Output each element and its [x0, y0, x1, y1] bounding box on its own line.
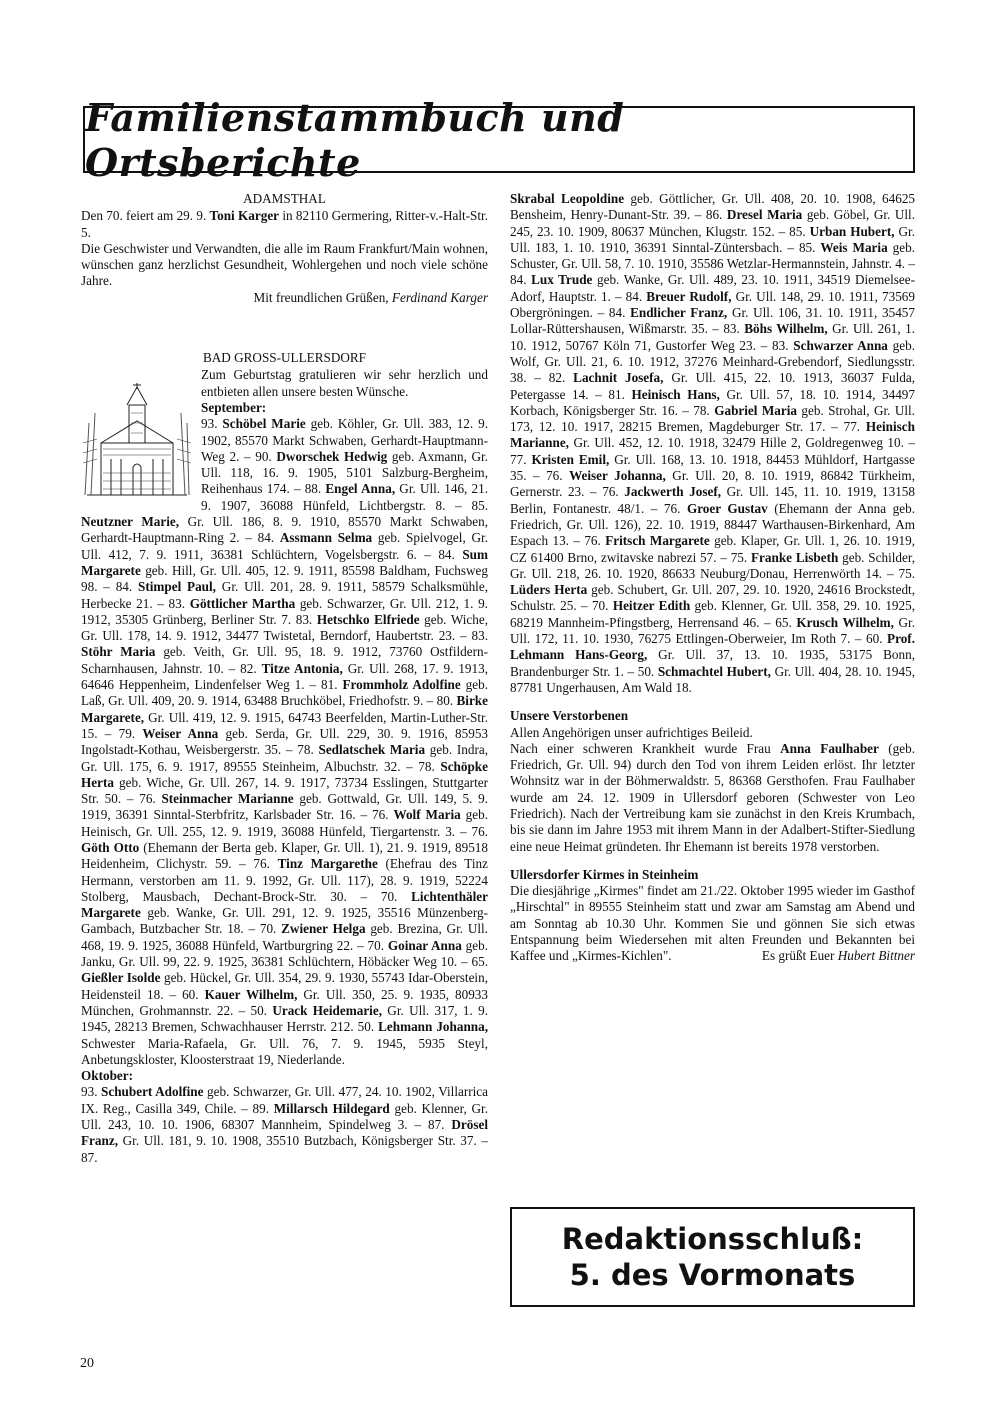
birthday-entry: Wolf Maria geb. Heinisch, Gr. Ull. 255, 12. 9. 1919, 36088 Hünfeld, Tiergartenstr. 3. – 76. [81, 807, 488, 839]
birthday-entry: Endlicher Franz, Gr. Ull. 106, 31. 10. 1911, 35457 Lollar-Rüttershausen, Wißmarstr. 35. – 83. [510, 305, 915, 337]
birthday-entry: Prof. Lehmann Hans-Georg, Gr. Ull. 37, 13. 10. 1935, 53175 Bonn, Brandenburger Str. 1. – 50. [510, 631, 915, 679]
birthday-entry: Gießler Isolde geb. Hückel, Gr. Ull. 354, 29. 9. 1930, 55743 Idar-Oberstein, Heidensteil 18. – 60. [81, 970, 488, 1002]
birthday-entry: Heinisch Hans, Gr. Ull. 57, 18. 10. 1914, 34497 Korbach, Königsberger Str. 16. – 78. [510, 386, 915, 418]
birthday-entry: Heinisch Marianne, Gr. Ull. 452, 12. 10. 1918, 32479 Hille 2, Goldregenweg 10. – 77. [510, 419, 915, 467]
birthday-entry: Lehmann Johanna, Schwester Maria-Rafaela, Gr. Ull. 76, 7. 9. 1945, 5935 Steyl, Anbetungskloster, Kloosterstraat 19, Niederlande. [81, 1019, 489, 1067]
birthday-entry: Gabriel Maria geb. Strohal, Gr. Ull. 173, 12. 10. 1917, 28215 Bremen, Magdeburger Str. 17. – 77. [510, 402, 915, 435]
birthday-entry: Schöpke Herta geb. Wiche, Gr. Ull. 267, 14. 9. 1917, 73734 Esslingen, Stuttgarter Str. 50. – 76. [81, 758, 488, 807]
bgu-intro: Zum Geburtstag gratulieren wir sehr herzlich und entbieten allen unsere besten Wünsche. [201, 367, 488, 399]
kirmes-heading: Ullersdorfer Kirmes in Steinheim [510, 866, 699, 882]
birthday-entry: Skrabal Leopoldine geb. Göttlicher, Gr. Ull. 408, 20. 10. 1908, 64625 Bensheim, Henry-Dunant-Str. 39. – 86. [510, 191, 916, 223]
redaktionsschluss-line-1: Redaktionsschluß: [561, 1222, 864, 1256]
birthday-entry: Frommholz Adolfine geb. Laß, Gr. Ull. 409, 20. 9. 1914, 63488 Bruchköbel, Friedhofstr. 9. – 80. [81, 677, 488, 709]
page-number: 20 [80, 1356, 94, 1371]
kirmes-paragraph: Die diesjährige „Kirmes" findet am 21./22. Oktober 1995 wieder im Gasthof „Hirschtal" in 89555 Steinheim statt und zwar am Samstag am Abend und am Sonntag ab 10.30 Uhr. Kommen Sie und gönnen Sie sich etwas Entspannung beim Wiedersehen mit alten Freunden und Bekannten bei Kaffee und „Kirmes-Kichlen". Es grüßt Euer Hubert Bittner [510, 883, 915, 964]
birthday-entry: Stimpel Paul, Gr. Ull. 201, 28. 9. 1911, 58579 Schalksmühle, Herbecke 21. – 83. [81, 579, 488, 611]
birthday-entry: Dresel Maria geb. Göbel, Gr. Ull. 245, 23. 10. 1909, 80637 München, Klugstr. 152. – 85. [510, 207, 916, 239]
birthday-entry: Birke Margarete, Gr. Ull. 419, 12. 9. 1915, 64743 Beerfelden, Martin-Luther-Str. 15. – 79. [81, 693, 488, 741]
birthday-entry: Fritsch Margarete geb. Klaper, Gr. Ull. 1, 26. 10. 1919, CZ 61400 Brno, zwitavske nabrezi 57. – 75. [510, 533, 915, 565]
birthday-entry: Böhs Wilhelm, Gr. Ull. 261, 1. 10. 1912, 50767 Köln 71, Gustorfer Weg 23. – 83. [510, 321, 915, 353]
birthday-entry: Lichtenthäler Margarete geb. Wanke, Gr. Ull. 291, 12. 9. 1925, 35516 Münzenberg-Gambach, Butzbacher Str. 18. – 70. [81, 888, 488, 937]
adamsthal-signoff: Mit freundlichen Grüßen, Ferdinand Karger [253, 289, 488, 305]
header-banner [83, 94, 915, 185]
birthday-entry: Urban Hubert, Gr. Ull. 183, 1. 10. 1910, 36391 Sinntal-Züntersbach. – 85. [510, 223, 915, 255]
birthday-entry: Göth Otto (Ehemann der Berta geb. Klaper, Gr. Ull. 1), 21. 9. 1919, 89518 Heidenheim, Clichystr. 59. – 76. [81, 839, 488, 872]
birthday-entry: Drösel Franz, Gr. Ull. 181, 9. 10. 1908, 35510 Butzbach, Königsberger Str. 37. – 87. [81, 1117, 488, 1165]
birthday-entry: Titze Antonia, Gr. Ull. 268, 17. 9. 1913, 64646 Heppenheim, Lindenfelser Weg 1. – 81. [81, 660, 488, 693]
birthday-entry: Schwarzer Anna geb. Wolf, Gr. Ull. 21, 6. 10. 1912, 37276 Meinhard-Grebendorf, Siedlungsstr. 38. – 82. [510, 337, 916, 386]
birthday-entry: 93. Schubert Adolfine geb. Schwarzer, Gr. Ull. 477, 24. 10. 1902, Villarrica IX. Reg., Casilla 349, Chile. – 89. [81, 1084, 488, 1116]
birthday-entry: Tinz Margarethe (Ehefrau des Tinz Hermann, verstorben am 11. 9. 1992, Gr. Ull. 117), 28. 9. 1919, 52224 Stolberg, Mausbach, Dechant-Brock-Str. 30. – 70. [81, 856, 488, 904]
verstorben-heading: Unsere Verstorbenen [510, 708, 629, 724]
birthday-entry: Groer Gustav (Ehemann der Anna geb. Friedrich, Gr. Ull. 126), 22. 10. 1919, 88447 Warthausen-Birkenhard, Am Espach 13. – 76. [510, 500, 915, 549]
birthday-entry: Lachnit Josefa, Gr. Ull. 415, 22. 10. 1913, 36037 Fulda, Petergasse 14. – 81. [510, 370, 916, 402]
birthday-entry: Zwiener Helga geb. Brezina, Gr. Ull. 468, 19. 9. 1925, 36088 Hünfeld, Wartburgring 22. – 70. [81, 921, 488, 953]
birthday-entry: Krusch Wilhelm, Gr. Ull. 172, 11. 10. 1930, 76275 Ettlingen-Oberweier, Im Roth 7. – 60. [510, 614, 915, 647]
birthday-entry: Hetschko Elfriede geb. Wiche, Gr. Ull. 178, 14. 9. 1912, 34477 Twistetal, Berndorf, Haubertstr. 23. – 83. [81, 611, 488, 644]
birthday-entry: Jackwerth Josef, Gr. Ull. 145, 11. 10. 1919, 13158 Berlin, Fontanestr. 48/1. – 76. [510, 484, 915, 516]
birthday-entry: Weiser Johanna, Gr. Ull. 20, 8. 10. 1919, 86842 Türkheim, Gernerstr. 23. – 76. [510, 468, 915, 500]
birthday-entry: Lux Trude geb. Wanke, Gr. Ull. 489, 23. 10. 1911, 34519 Diemelsee-Adorf, Hauptstr. 1. – 84. [510, 272, 916, 304]
verstorben-paragraph: Nach einer schweren Krankheit wurde Frau Anna Faulhaber (geb. Friedrich, Gr. Ull. 94) durch den Tod von ihrem Leiden erlöst. Ihr letzter Wohnsitz war in der Böhmerwaldstr. 5, 86368 Gersthofen. Frau Faulhaber wurde am 24. 12. 1909 in Ullersdorf geboren (Schwester von Leo Friedrich). Nach der Vertreibung kam sie zunächst in den Kreis Krumbach, bis sie dann im Jahre 1953 mit ihrem Mann in der Adalbert-Stifter-Siedlung eine neue Heimat gründeten. Ihr Ehemann ist bereits 1978 verstorben. [510, 740, 915, 854]
birthday-entry: Goinar Anna geb. Janku, Gr. Ull. 99, 22. 9. 1925, 36381 Schlüchtern, Höbäcker Weg 10. – 65. [81, 937, 488, 970]
september-list [81, 416, 488, 1068]
birthday-entry: Weis Maria geb. Schuster, Gr. Ull. 58, 7. 10. 1910, 35586 Wetzlar-Hermannstein, Jahnstr. 4. – 84. [510, 239, 915, 288]
adamsthal-paragraph-2: Die Geschwister und Verwandten, die alle im Raum Frankfurt/Main wohnen, wünschen ganz herzlichst Gesundheit, Wohlergehen und noch viele schöne Jahre. [81, 240, 488, 289]
birthday-entry: 93. Schöbel Marie geb. Köhler, Gr. Ull. 383, 12. 9. 1902, 85570 Markt Schwaben, Gerhardt-Hauptmann-Weg 2. – 90. [201, 416, 489, 464]
birthday-entry: Heitzer Edith geb. Klenner, Gr. Ull. 358, 29. 10. 1925, 68219 Mannheim-Pfingstberg, Herrensand 46. – 65. [510, 598, 916, 630]
church-illustration [81, 383, 193, 501]
september-label: September: [201, 399, 267, 415]
bgu-heading: BAD GROSS-ULLERSDORF [202, 350, 367, 366]
birthday-entry: Urack Heidemarie, Gr. Ull. 317, 1. 9. 1945, 28213 Bremen, Schwachhauser Herrstr. 212. 50. [81, 1002, 488, 1035]
birthday-entry: Dworschek Hedwig geb. Axmann, Gr. Ull. 118, 16. 9. 1905, 5101 Salzburg-Bergheim, Reihenhaus 174. – 88. [201, 448, 488, 497]
redaktionsschluss-box [510, 1207, 915, 1307]
birthday-entry: Lüders Herta geb. Schubert, Gr. Ull. 207, 29. 10. 1920, 24616 Brockstedt, Schulstr. 25. – 70. [510, 582, 915, 614]
birthday-entry: Steinmacher Marianne geb. Gottwald, Gr. Ull. 149, 5. 9. 1919, 36391 Sinntal-Sterbfritz, Karlsbader Str. 16. – 76. [81, 791, 488, 823]
birthday-entry: Weiser Anna geb. Serda, Gr. Ull. 229, 30. 9. 1916, 85953 Ingolstadt-Kothau, Weisbergerstr. 35. – 78. [81, 725, 489, 758]
birthday-entry: Neutzner Marie, Gr. Ull. 186, 8. 9. 1910, 85570 Markt Schwaben, Gerhardt-Hauptmann-Ring 2. – 84. [81, 514, 489, 546]
birthday-entry: Göttlicher Martha geb. Schwarzer, Gr. Ull. 212, 1. 9. 1912, 35305 Grünberg, Berliner Str. 7. 83. [81, 595, 488, 627]
adamsthal-paragraph-1: Den 70. feiert am 29. 9. Toni Karger in 82110 Germering, Ritter-v.-Halt-Str. 5. [81, 208, 489, 240]
birthday-entry: Sedlatschek Maria geb. Indra, Gr. Ull. 175, 6. 9. 1917, 89555 Steinheim, Albuchstr. 32. – 78. [81, 742, 488, 774]
right-column [510, 191, 915, 965]
birthday-entry: Kauer Wilhelm, Gr. Ull. 350, 25. 9. 1935, 80933 München, Grohmannstr. 22. – 50. [81, 986, 488, 1018]
oktober-list-start [81, 1084, 488, 1165]
birthday-entry: Sum Margarete geb. Hill, Gr. Ull. 405, 12. 9. 1911, 85598 Baldham, Fuchsweg 98. – 84. [81, 546, 488, 595]
birthday-entry: Millarsch Hildegard geb. Klenner, Gr. Ull. 243, 10. 10. 1906, 68307 Mannheim, Spindelweg 3. – 87. [81, 1100, 488, 1133]
birthday-entry: Engel Anna, Gr. Ull. 146, 21. 9. 1907, 36088 Hünfeld, Lichtbergstr. 8. – 85. [201, 481, 488, 513]
oktober-list-continued [510, 191, 915, 696]
birthday-entry: Schmachtel Hubert, Gr. Ull. 404, 28. 10. 1945, 87781 Ungerhausen, Am Wald 18. [510, 663, 915, 695]
redaktionsschluss-line-2: 5. des Vormonats [569, 1258, 856, 1292]
oktober-label: Oktober: [81, 1068, 134, 1084]
birthday-entry: Kristen Emil, Gr. Ull. 168, 13. 10. 1918, 84453 Mühldorf, Hartgasse 35. – 76. [510, 451, 915, 484]
banner-title: Familienstammbuch und Ortsberichte [85, 94, 625, 185]
adamsthal-heading: ADAMSTHAL [243, 191, 326, 206]
birthday-entry: Breuer Rudolf, Gr. Ull. 148, 29. 10. 1911, 73569 Obergröningen. – 84. [510, 288, 915, 321]
verstorben-line-1: Allen Angehörigen unser aufrichtiges Beileid. [510, 724, 753, 740]
birthday-entry: Assmann Selma geb. Spielvogel, Gr. Ull. 412, 7. 9. 1911, 36381 Schlüchtern, Vogelsbergstr. 6. – 84. [81, 530, 489, 562]
birthday-entry: Stöhr Maria geb. Veith, Gr. Ull. 95, 18. 9. 1912, 73760 Ostfildern-Scharnhausen, Jahnstr. 10. – 82. [81, 644, 489, 676]
birthday-entry: Franke Lisbeth geb. Schilder, Gr. Ull. 218, 26. 10. 1920, 86633 Neuburg/Donau, Herrenwörth 14. – 75. [510, 549, 915, 581]
left-column [81, 191, 488, 1166]
